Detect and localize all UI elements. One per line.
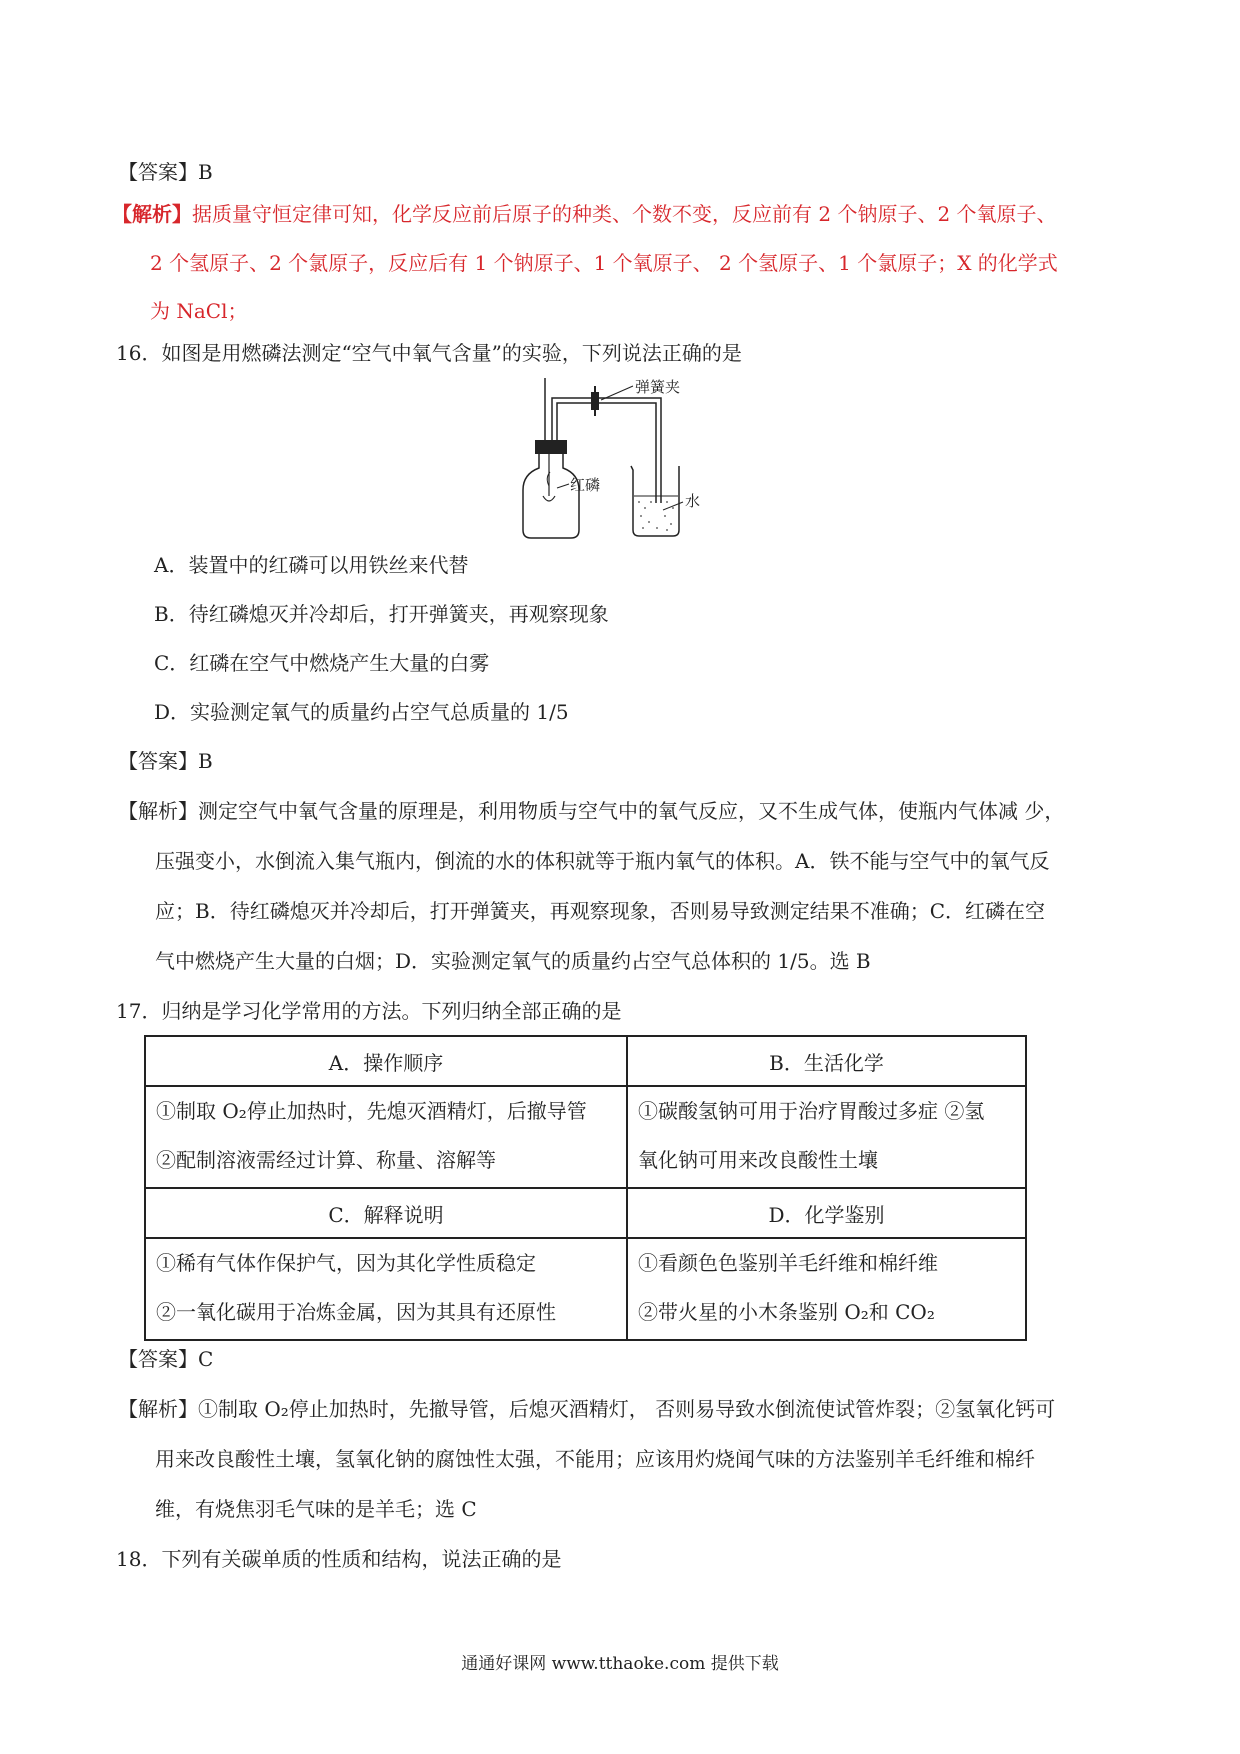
q17-table [144,1035,1027,1341]
table-header-b: B．生活化学 [627,1036,1026,1086]
q16-option-b: B．待红磷熄灭并冷却后，打开弹簧夹，再观察现象 [154,602,609,626]
table-cell-a: ①制取 O₂停止加热时，先熄灭酒精灯，后撤导管 ②配制溶液需经过计算、称量、溶解等 [145,1086,627,1188]
water-label: 水 [685,492,701,510]
page-footer: 通通好课网 www.tthaoke.com 提供下载 [461,1654,779,1674]
q16-analysis-label: 【解析】 [118,799,198,823]
beaker [631,466,679,536]
q16-option-d: D．实验测定氧气的质量约占空气总质量的 1/5 [154,700,569,724]
q15-answer: 【答案】B [118,160,213,184]
table-cell-b: ①碳酸氢钠可用于治疗胃酸过多症 ②氢 氧化钠可用来改良酸性土壤 [627,1086,1026,1188]
table-header-d: D．化学鉴别 [627,1188,1026,1238]
q17-answer: 【答案】C [118,1347,214,1371]
table-header-c: C．解释说明 [145,1188,627,1238]
q17-analysis-line-2: 用来改良酸性土壤，氢氧化钠的腐蚀性太强，不能用；应该用灼烧闻气味的方法鉴别羊毛纤维和棉纤 [155,1447,1035,1471]
table-cell-d: ①看颜色色鉴别羊毛纤维和棉纤维 ②带火星的小木条鉴别 O₂和 CO₂ [627,1238,1026,1340]
q18-stem: 18．下列有关碳单质的性质和结构，说法正确的是 [116,1547,562,1571]
q17-analysis-label: 【解析】 [118,1397,198,1421]
q15-analysis-line-1: 【解析】据质量守恒定律可知，化学反应前后原子的种类、个数不变，反应前有 2 个钠原子、2 个氧原子、 [112,202,1057,226]
phosphorus-label: 红磷 [570,476,601,494]
clamp-label: 弹簧夹 [635,378,681,396]
q17-stem: 17．归纳是学习化学常用的方法。下列归纳全部正确的是 [116,999,622,1023]
apparatus-diagram [505,378,725,548]
q16-analysis-line-4: 气中燃烧产生大量的白烟；D．实验测定氧气的质量约占空气总体积的 1/5。选 B [155,949,871,973]
q16-analysis-line-1: 【解析】测定空气中氧气含量的原理是，利用物质与空气中的氧气反应，又不生成气体，使瓶内气体减 少， [118,799,1065,823]
q16-stem: 16．如图是用燃磷法测定“空气中氧气含量”的实验，下列说法正确的是 [116,341,742,365]
q17-analysis-line-1: 【解析】①制取 O₂停止加热时，先撤导管，后熄灭酒精灯， 否则易导致水倒流使试管炸裂；②氢氧化钙可 [118,1397,1056,1421]
q16-option-a: A．装置中的红磷可以用铁丝来代替 [154,553,469,577]
q15-analysis-label: 【解析】 [112,202,192,226]
bottle [523,454,579,538]
table-header-a: A．操作顺序 [145,1036,627,1086]
q17-analysis-line-3: 维，有烧焦羽毛气味的是羊毛；选 C [155,1497,477,1521]
table-cell-c: ①稀有气体作保护气，因为其化学性质稳定 ②一氧化碳用于冶炼金属，因为其具有还原性 [145,1238,627,1340]
q16-option-c: C．红磷在空气中燃烧产生大量的白雾 [154,651,490,675]
q16-analysis-line-3: 应；B．待红磷熄灭并冷却后，打开弹簧夹，再观察现象，否则易导致测定结果不准确；C．红磷在空 [155,899,1045,923]
q15-analysis-line-3: 为 NaCl； [150,299,248,323]
stopper [535,440,567,454]
q15-analysis-line-2: 2 个氢原子、2 个氯原子，反应后有 1 个钠原子、1 个氧原子、 2 个氢原子、1 个氯原子；X 的化学式 [150,251,1058,275]
q16-analysis-line-2: 压强变小，水倒流入集气瓶内，倒流的水的体积就等于瓶内氧气的体积。A．铁不能与空气中的氧气反 [155,849,1050,873]
q16-answer: 【答案】B [118,749,213,773]
